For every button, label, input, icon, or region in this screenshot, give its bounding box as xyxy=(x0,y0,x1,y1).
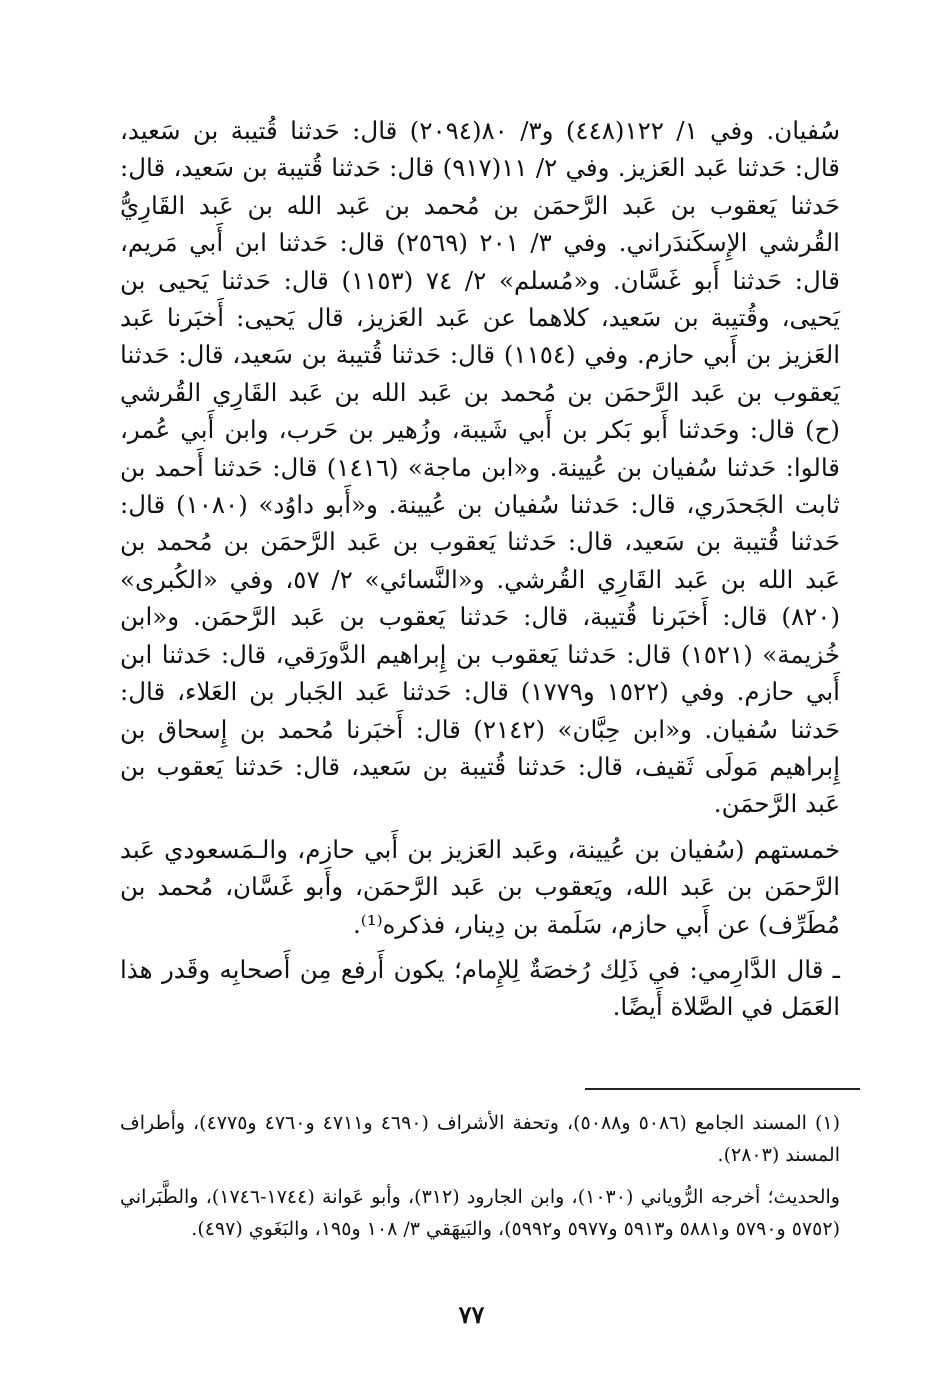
main-text-block xyxy=(120,112,840,1026)
paragraph-hadith-sources: سُفيان. وفي ١/ ١٢٢(٤٤٨) و٣/ ٨٠(٢٠٩٤) قال: حَدثنا قُتيبة بن سَعيد، قال: حَدثنا عَبد العَزيز. وفي ٢/ ١١(٩١٧) قال: حَدثنا قُتيبة بن سَعيد، قال: حَدثنا يَعقوب بن عَبد الرَّحمَن بن مُحمد بن عَبد الله بن عَبد القَارِيُّ القُرشي الإِسكَندَراني. وفي ٣/ ٢٠١ (٢٥٦٩) قال: حَدثنا ابن أَبي مَريم، قال: حَدثنا أَبو غَسَّان. و«مُسلم» ٢/ ٧٤ (١١٥٣) قال: حَدثنا يَحيى بن يَحيى، وقُتيبة بن سَعيد، كلاهما عن عَبد العَزيز، قال يَحيى: أَخبَرنا عَبد العَزيز بن أَبي حازم. وفي (١١٥٤) قال: حَدثنا قُتيبة بن سَعيد، قال: حَدثنا يَعقوب بن عَبد الرَّحمَن بن مُحمد بن عَبد الله بن عَبد القَارِي القُرشي (ح) قال: وحَدثنا أَبو بَكر بن أَبي شَيبة، وزُهير بن حَرب، وابن أَبي عُمر، قالوا: حَدثنا سُفيان بن عُيينة. و«ابن ماجة» (١٤١٦) قال: حَدثنا أَحمد بن ثابت الجَحدَري، قال: حَدثنا سُفيان بن عُيينة. و«أَبو داوُد» (١٠٨٠) قال: حَدثنا قُتيبة بن سَعيد، قال: حَدثنا يَعقوب بن عَبد الرَّحمَن بن مُحمد بن عَبد الله بن عَبد القَارِي القُرشي. و«النَّسائي» ٢/ ٥٧، وفي «الكُبرى» (٨٢٠) قال: أَخبَرنا قُتيبة، قال: حَدثنا يَعقوب بن عَبد الرَّحمَن. و«ابن خُزيمة» (١٥٢١) قال: حَدثنا يَعقوب بن إِبراهيم الدَّورَقي، قال: حَدثنا ابن أَبي حازم. وفي (١٥٢٢ و١٧٧٩) قال: حَدثنا عَبد الجَبار بن العَلاء، قال: حَدثنا سُفيان. و«ابن حِبَّان» (٢١٤٢) قال: أَخبَرنا مُحمد بن إِسحاق بن إِبراهيم مَولَى ثَقيف، قال: حَدثنا قُتيبة بن سَعيد، قال: حَدثنا يَعقوب بن عَبد الرَّحمَن. xyxy=(120,116,841,819)
page-number: ٧٧ xyxy=(458,1300,485,1329)
footnote-1: (١) المسند الجامع (٥٠٨٦ و٥٠٨٨)، وتحفة الأشراف (٤٦٩٠ و٤٧١١ و٤٧٦٠ و٤٧٧٥)، وأطراف المسند (٢٨٠٣). xyxy=(120,1112,841,1166)
footnotes-block xyxy=(120,1107,840,1245)
paragraph-narrators: خمستهم (سُفيان بن عُيينة، وعَبد العَزيز بن أَبي حازم، والـمَسعودي عَبد الرَّحمَن بن عَبد الله، ويَعقوب بن عَبد الرَّحمَن، وأَبو غَسَّان، مُحمد بن مُطَرِّف) عن أَبي حازم، سَلَمة بن دِينار، فذكره⁽¹⁾. xyxy=(120,834,840,939)
footnote-continuation: والحديث؛ أخرجه الرُّوياني (١٠٣٠)، وابن الجارود (٣١٢)، وأبو عَوانة (١٧٤٤-١٧٤٦)، والطَّبَراني (٥٧٥٢ و٥٧٩٠ و٥٨٨١ و٥٩١٣ و٥٩٧٧ و٥٩٩٢)، والبَيهَقي ٣/ ١٠٨ و١٩٥، والبَغَوي (٤٩٧). xyxy=(120,1186,840,1240)
footnote-separator xyxy=(585,1088,860,1090)
paragraph-darimi-comment: ـ قال الدَّارِمي: في ذَلِك رُخصَةٌ لِلإِمام؛ يكون أَرفع مِن أَصحابِه وقَدر هذا العَمَل في الصَّلاة أَيضًا. xyxy=(120,954,840,1022)
